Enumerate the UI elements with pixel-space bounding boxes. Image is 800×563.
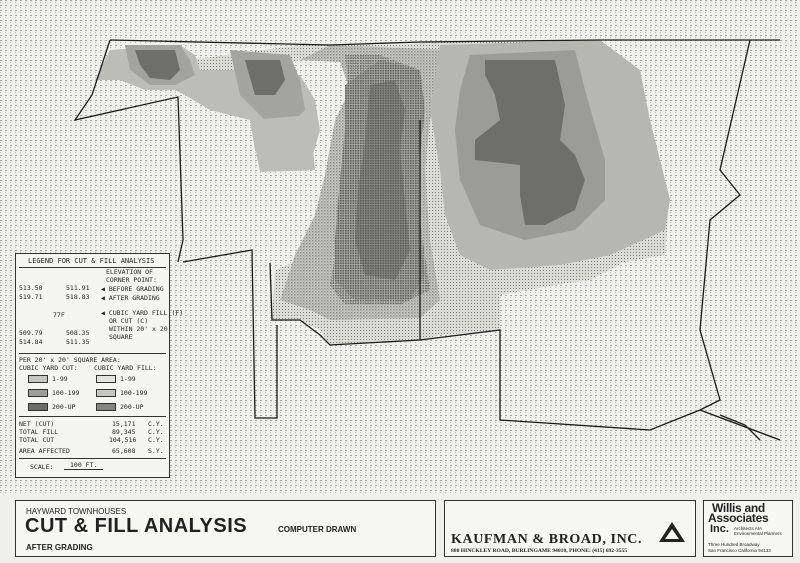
total-cut-value: 104,516 [109, 436, 137, 444]
total-cut-label: TOTAL CUT [19, 436, 55, 444]
architect-tag-1: Architects AIA [734, 526, 763, 531]
bl-top: 509.79 [19, 329, 43, 337]
tl-top: 513.50 [19, 284, 43, 292]
total-net-label: NET (CUT) [19, 420, 55, 428]
swatch-cut-2 [28, 389, 48, 397]
scale-label: SCALE: [30, 463, 54, 471]
label-cubic1-text: CUBIC YARD FILL (F) [108, 309, 184, 317]
cut-range-2: 100-199 [52, 389, 80, 397]
label-before-text: BEFORE GRADING [108, 285, 164, 293]
tr-bottom: 518.83 [66, 293, 90, 301]
bl-bottom: 514.84 [19, 338, 43, 346]
br-top: 508.35 [66, 329, 90, 337]
total-net-value: 15,171 [112, 420, 136, 428]
fill-range-2: 100-199 [120, 389, 148, 397]
br-bottom: 511.35 [66, 338, 90, 346]
architect-tag-2: Environmental Planners [734, 531, 782, 536]
label-cubic3: WITHIN 20' x 20' [109, 325, 172, 333]
drawing-subtitle: COMPUTER DRAWN [278, 525, 357, 534]
drawing-title: CUT & FILL ANALYSIS [25, 515, 248, 537]
firm-address: 880 HINCKLEY ROAD, BURLINGAME 94010, PHONE: (415) 692-3555 [451, 548, 628, 554]
total-net-unit: C.Y. [148, 420, 164, 428]
project-name: HAYWARD TOWNHOUSES [26, 507, 127, 516]
firm-logo-icon [658, 521, 686, 543]
scale-bar: 100 FT. [64, 462, 103, 470]
total-cut-unit: C.Y. [148, 436, 164, 444]
legend-title: LEGEND FOR CUT & FILL ANALYSIS [28, 257, 155, 265]
architect-name-3: Inc. [710, 523, 729, 535]
label-cubic2: OR CUT (C) [109, 317, 149, 325]
fill-range-3: 200-UP [120, 403, 144, 411]
total-fill-unit: C.Y. [148, 428, 164, 436]
tr-top: 511.91 [66, 284, 90, 292]
architect-address-2: San Francisco California 94133 [708, 548, 771, 553]
label-elevation: ELEVATION OF [106, 268, 153, 276]
label-cubic1: ◀ CUBIC YARD FILL (F) [101, 309, 184, 317]
architect-name-1: Willis and [712, 501, 765, 515]
swatch-fill-1 [96, 375, 116, 383]
area-affected-value: 65,608 [112, 447, 136, 455]
title-block [15, 500, 436, 557]
label-after-text: AFTER GRADING [108, 294, 160, 302]
firm-block [444, 500, 696, 557]
per-square-heading: PER 20' x 20' SQUARE AREA: [19, 356, 121, 364]
legend-panel [15, 253, 184, 478]
swatch-fill-3 [96, 403, 116, 411]
cut-header: CUBIC YARD CUT: [19, 364, 78, 372]
architect-block [703, 500, 793, 557]
label-before: ◀ BEFORE GRADING [101, 285, 164, 293]
label-after: ◀ AFTER GRADING [101, 294, 160, 302]
area-affected-unit: S.Y. [148, 447, 164, 455]
fill-header: CUBIC YARD FILL: [94, 364, 157, 372]
cut-range-3: 200-UP [52, 403, 76, 411]
grading-stage: AFTER GRADING [26, 543, 93, 552]
label-corner: CORNER POINT: [106, 276, 157, 284]
total-fill-value: 89,345 [112, 428, 136, 436]
firm-name: KAUFMAN & BROAD, INC. [451, 532, 643, 547]
area-affected-label: AREA AFFECTED [19, 447, 70, 455]
cut-range-1: 1-99 [52, 375, 68, 383]
architect-address-1: Three Hundred Broadway [708, 542, 760, 547]
label-cubic4: SQUARE [109, 333, 133, 341]
swatch-cut-1 [28, 375, 48, 383]
swatch-cut-3 [28, 403, 48, 411]
fill-range-1: 1-99 [120, 375, 136, 383]
total-fill-label: TOTAL FILL [19, 428, 59, 436]
tl-bottom: 519.71 [19, 293, 43, 301]
swatch-fill-2 [96, 389, 116, 397]
center-value: 77F [53, 311, 65, 319]
architect-name-2: Associates [708, 511, 769, 525]
